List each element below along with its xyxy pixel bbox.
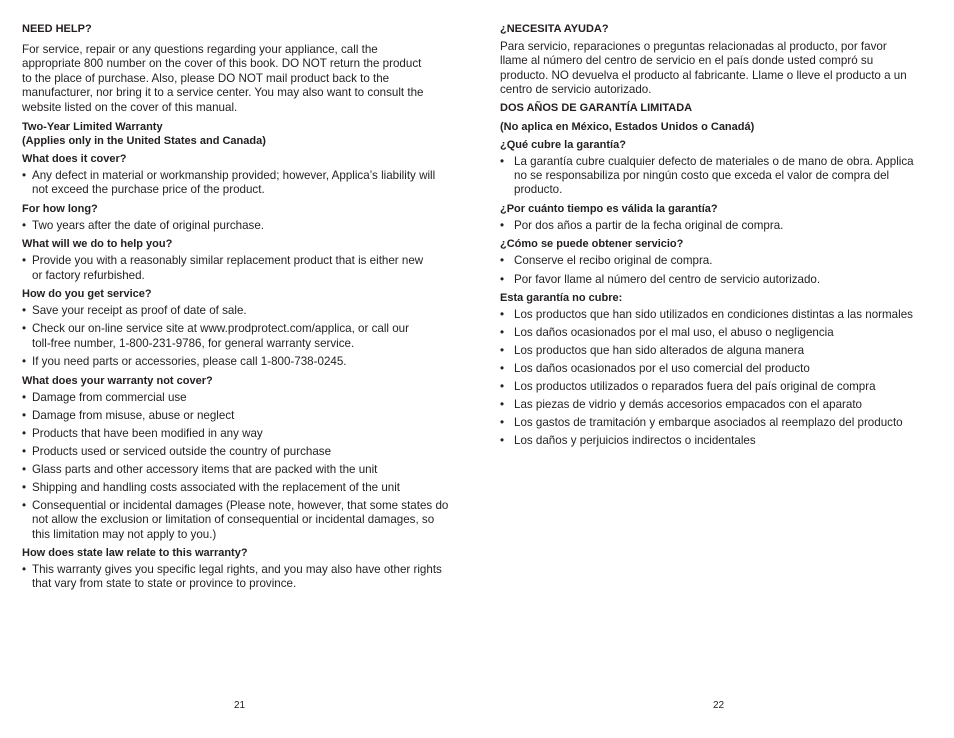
list-item-line: producto.: [514, 183, 563, 197]
state-law-list: [22, 563, 462, 592]
page-number-right: 22: [713, 700, 725, 711]
service-question: How do you get service?: [22, 288, 152, 301]
tiempo-question: ¿Por cuánto tiempo es válida la garantía?: [500, 202, 718, 215]
right-page-column: [500, 22, 932, 448]
page-number-left: 21: [234, 700, 246, 711]
list-item-line: • Any defect in material or workmanship provided; however, Applica’s liability will: [32, 169, 436, 183]
help-question: What will we do to help you?: [22, 238, 173, 251]
list-item-line: • Los productos que han sido utilizados en condiciones distintas a las normales: [514, 308, 913, 322]
necesita-ayuda-heading: ¿NECESITA AYUDA?: [500, 23, 609, 35]
list-item-line: no se responsabiliza por ningún costo que exceda el valor de compra del: [514, 169, 890, 183]
list-item-line: • Consequential or incidental damages (Please note, however, that some states do: [32, 498, 449, 512]
duration-list: [22, 219, 462, 233]
list-item-line: not allow the exclusion or limitation of consequential or incidental damages, so: [32, 513, 435, 527]
list-item-line: toll-free number, 1-800-231-9786, for general warranty service.: [32, 336, 355, 350]
list-item-line: • Damage from commercial use: [32, 390, 187, 404]
warranty-subheading: (Applies only in the United States and Canada): [22, 135, 266, 148]
list-item-line: • Check our on-line service site at www.prodprotect.com/applica, or call our: [32, 322, 409, 336]
not-covered-question: What does your warranty not cover?: [22, 374, 213, 387]
list-item: [500, 254, 932, 268]
list-item-line: • Los productos que han sido alterados de alguna manera: [514, 344, 805, 358]
list-item-line: • If you need parts or accessories, please call 1-800-738-0245.: [32, 355, 347, 369]
need-help-heading: NEED HELP?: [22, 23, 92, 35]
list-item: [22, 499, 462, 542]
list-item: [500, 398, 932, 412]
list-item-line: not exceed the purchase price of the product.: [32, 183, 265, 197]
list-item: [22, 391, 462, 405]
list-item: [500, 434, 932, 448]
list-item: [500, 273, 932, 287]
list-item: [500, 308, 932, 322]
list-item-line: or factory refurbished.: [32, 268, 145, 282]
list-item-line: • Save your receipt as proof of date of sale.: [32, 304, 247, 318]
list-item: [22, 409, 462, 423]
list-item: [22, 304, 462, 318]
list-item-line: • Los daños ocasionados por el uso comercial del producto: [514, 362, 810, 376]
list-item-line: • Provide you with a reasonably similar replacement product that is either new: [32, 254, 424, 268]
list-item: [22, 563, 462, 592]
not-covered-list: [22, 391, 462, 542]
no-cubre-list: [500, 308, 932, 448]
list-item-line: • Two years after the date of original purchase.: [32, 218, 265, 232]
list-item: [22, 463, 462, 477]
list-item-line: that vary from state to state or province to province.: [32, 577, 297, 591]
left-page-column: [22, 22, 462, 592]
list-item-line: • This warranty gives you specific legal rights, and you may also have other rights: [32, 562, 442, 576]
servicio-question: ¿Cómo se puede obtener servicio?: [500, 238, 684, 251]
list-item: [500, 416, 932, 430]
list-item-line: • Los productos utilizados o reparados fuera del país original de compra: [514, 380, 876, 394]
list-item-line: • Glass parts and other accessory items that are packed with the unit: [32, 462, 378, 476]
need-help-paragraph: [22, 43, 462, 115]
tiempo-list: [500, 219, 932, 233]
warranty-heading: Two-Year Limited Warranty: [22, 121, 163, 134]
list-item: [22, 427, 462, 441]
cubre-question: ¿Qué cubre la garantía?: [500, 138, 626, 151]
garantia-heading: DOS AÑOS DE GARANTÍA LIMITADA: [500, 101, 693, 114]
list-item-line: • Products that have been modified in any way: [32, 426, 263, 440]
list-item: [500, 326, 932, 340]
coverage-question: What does it cover?: [22, 153, 127, 166]
service-list: [22, 304, 462, 370]
paragraph-line: manufacturer, nor bring it to a service center. You may also want to consult the: [22, 86, 424, 100]
list-item: [500, 155, 932, 198]
list-item-line: • Las piezas de vidrio y demás accesorios empacados con el aparato: [514, 398, 863, 412]
help-list: [22, 254, 462, 283]
list-item-line: • Por dos años a partir de la fecha original de compra.: [514, 218, 784, 232]
no-cubre-question: Esta garantía no cubre:: [500, 292, 623, 305]
paragraph-line: to the place of purchase. Also, please DO NOT mail product back to the: [22, 71, 390, 85]
list-item: [22, 355, 462, 369]
servicio-list: [500, 254, 932, 287]
necesita-ayuda-paragraph: [500, 40, 932, 98]
list-item: [22, 322, 462, 351]
list-item-line: • Products used or serviced outside the country of purchase: [32, 444, 332, 458]
list-item: [500, 362, 932, 376]
list-item: [22, 219, 462, 233]
paragraph-line: llame al número del centro de servicio en el país donde usted compró su: [500, 54, 874, 68]
paragraph-line: Para servicio, reparaciones o preguntas relacionadas al producto, por favor: [500, 40, 887, 53]
list-item-line: • Por favor llame al número del centro de servicio autorizado.: [514, 272, 821, 286]
list-item-line: • Los daños ocasionados por el mal uso, el abuso o negligencia: [514, 326, 834, 340]
list-item: [22, 481, 462, 495]
list-item: [22, 445, 462, 459]
list-item-line: • Shipping and handling costs associated with the replacement of the unit: [32, 480, 401, 494]
list-item: [22, 254, 462, 283]
paragraph-line: producto. NO devuelva el producto al fabricante. Llame o lleve el producto a un: [500, 68, 907, 82]
list-item: [500, 380, 932, 394]
garantia-subheading: (No aplica en México, Estados Unidos o Canadá): [500, 120, 755, 133]
list-item: [22, 169, 462, 198]
coverage-list: [22, 169, 462, 198]
paragraph-line: appropriate 800 number on the cover of this book. DO NOT return the product: [22, 57, 422, 71]
cubre-list: [500, 155, 932, 198]
list-item: [500, 344, 932, 358]
list-item-line: this limitation may not apply to you.): [32, 527, 217, 541]
paragraph-line: website listed on the cover of this manual.: [22, 100, 238, 114]
list-item-line: • Los gastos de tramitación y embarque asociados al reemplazo del producto: [514, 416, 903, 430]
list-item-line: • Conserve el recibo original de compra.: [514, 254, 713, 268]
list-item-line: • Damage from misuse, abuse or neglect: [32, 408, 235, 422]
list-item-line: • Los daños y perjuicios indirectos o incidentales: [514, 434, 756, 448]
list-item-line: • La garantía cubre cualquier defecto de materiales o de mano de obra. Applica: [514, 154, 914, 168]
state-law-question: How does state law relate to this warranty?: [22, 546, 248, 559]
list-item: [500, 219, 932, 233]
duration-question: For how long?: [22, 202, 98, 215]
paragraph-line: For service, repair or any questions regarding your appliance, call the: [22, 43, 378, 56]
paragraph-line: centro de servicio autorizado.: [500, 83, 652, 97]
